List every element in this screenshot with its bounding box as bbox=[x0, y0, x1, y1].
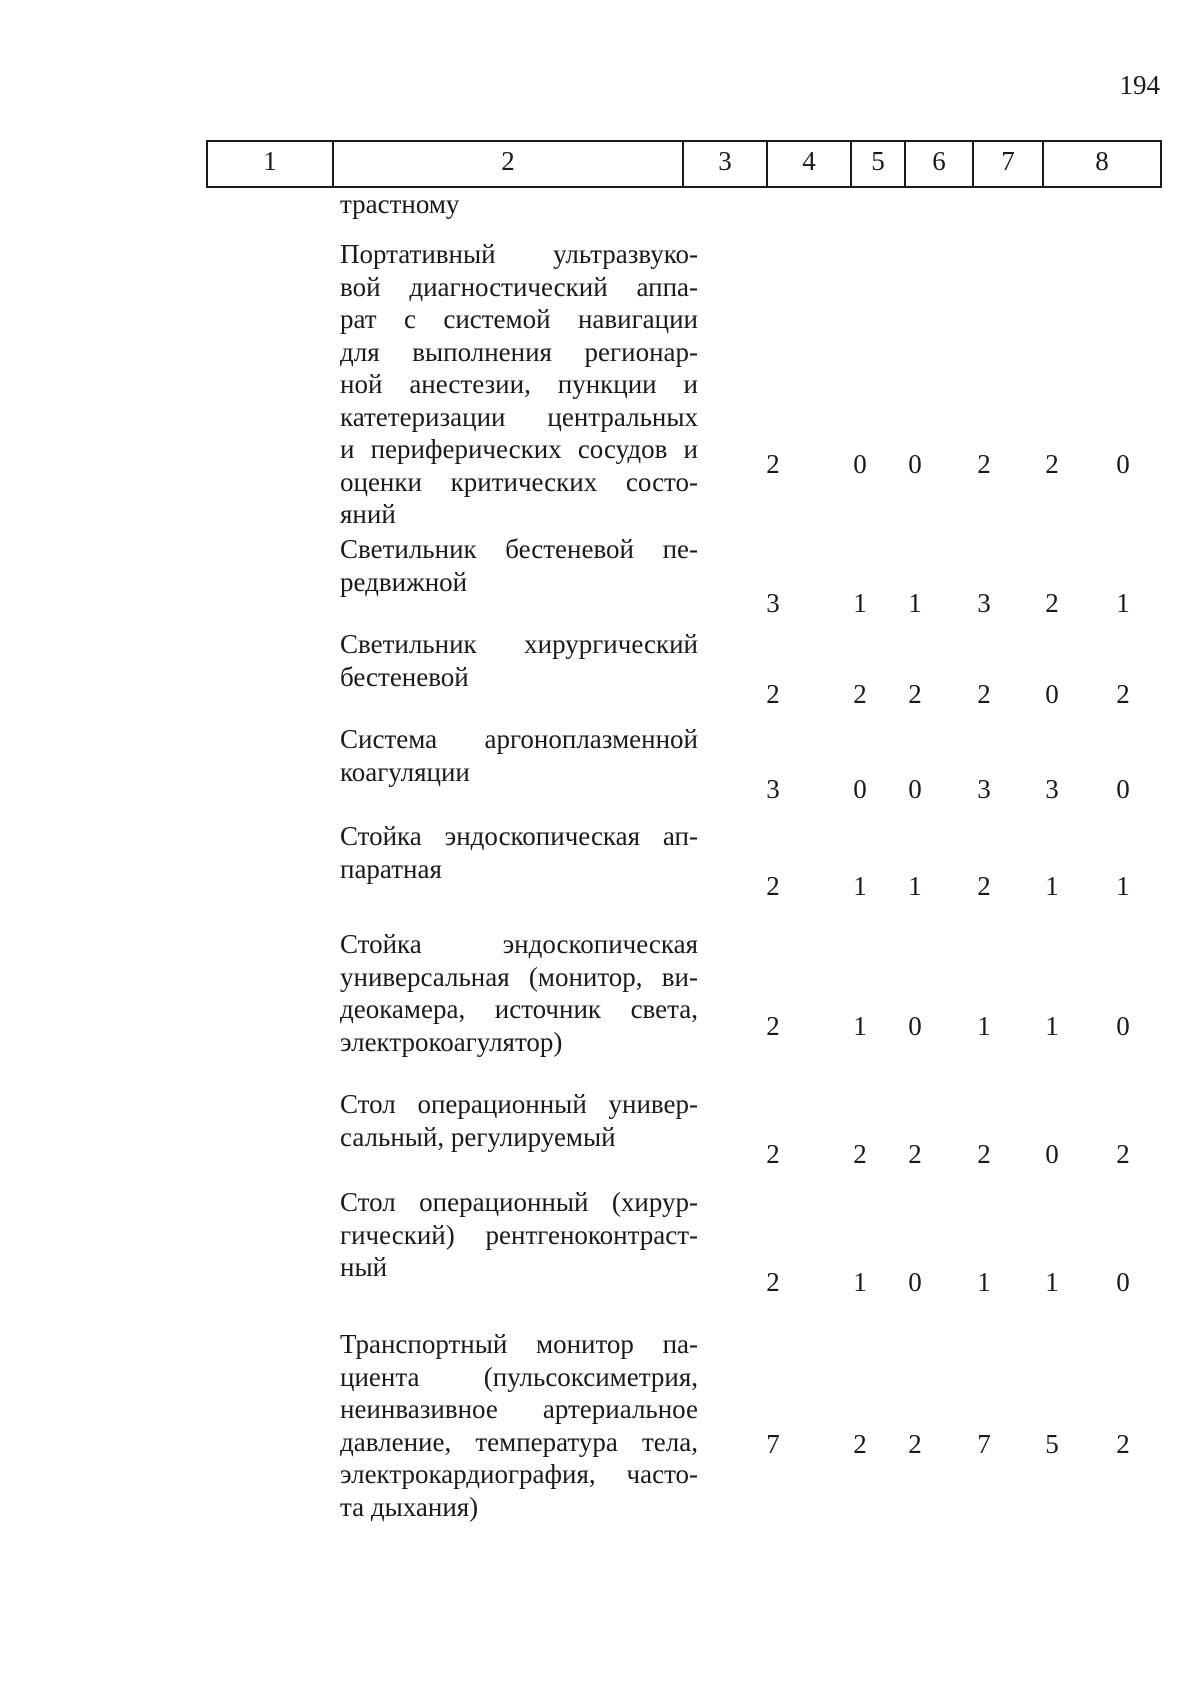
value-col-6: 7 bbox=[977, 1429, 991, 1459]
value-col-5: 2 bbox=[908, 1139, 922, 1169]
equipment-name-line: и периферических сосудов и bbox=[340, 434, 698, 464]
value-col-4: 1 bbox=[853, 871, 867, 901]
value-col-7: 2 bbox=[1045, 588, 1059, 618]
equipment-name bbox=[340, 820, 698, 885]
table-row bbox=[0, 723, 1200, 803]
equipment-name-line: электрокоагулятор) bbox=[340, 1026, 563, 1057]
equipment-name-line: коагуляции bbox=[340, 756, 470, 787]
value-col-7: 1 bbox=[1045, 1011, 1059, 1041]
value-col-6: 2 bbox=[977, 679, 991, 709]
equipment-name-line: давление, температура тела, bbox=[340, 1426, 698, 1457]
value-col-6: 2 bbox=[977, 1139, 991, 1169]
value-col-5: 2 bbox=[908, 679, 922, 709]
value-col-4: 0 bbox=[853, 774, 867, 804]
equipment-name-line: катетеризации центральных bbox=[340, 401, 698, 432]
equipment-name bbox=[340, 1186, 698, 1284]
equipment-name-line: Стойка эндоскопическая ап- bbox=[340, 821, 698, 851]
equipment-name bbox=[340, 533, 698, 598]
equipment-name-line: сальный, регулируемый bbox=[340, 1121, 616, 1152]
table-row bbox=[0, 1186, 1200, 1296]
equipment-name-line: циента (пульсоксиметрия, bbox=[340, 1361, 698, 1392]
value-col-7: 3 bbox=[1045, 774, 1059, 804]
value-col-6: 3 bbox=[977, 774, 991, 804]
equipment-name-line: Портативный ультразвуко- bbox=[340, 239, 698, 269]
value-col-8: 2 bbox=[1116, 679, 1130, 709]
value-col-8: 2 bbox=[1116, 1139, 1130, 1169]
header-col-4: 4 bbox=[766, 142, 850, 186]
equipment-name-line: яний bbox=[340, 499, 396, 529]
equipment-name-line: та дыхания) bbox=[340, 1491, 479, 1522]
header-col-8: 8 bbox=[1042, 142, 1160, 186]
value-col-7: 5 bbox=[1045, 1429, 1059, 1459]
equipment-name-line: Стойка эндоскопическая bbox=[340, 929, 698, 959]
value-col-7: 2 bbox=[1045, 449, 1059, 479]
value-col-3: 2 bbox=[766, 1011, 780, 1041]
value-col-4: 0 bbox=[853, 449, 867, 479]
value-col-4: 1 bbox=[853, 1267, 867, 1297]
value-col-3: 2 bbox=[766, 679, 780, 709]
value-col-6: 2 bbox=[977, 871, 991, 901]
equipment-name-line: паратная bbox=[340, 853, 442, 884]
table-row bbox=[0, 928, 1200, 1058]
value-col-5: 0 bbox=[908, 449, 922, 479]
value-col-6: 1 bbox=[977, 1011, 991, 1041]
equipment-name-line: Стол операционный универ- bbox=[340, 1089, 698, 1119]
value-col-4: 2 bbox=[853, 1429, 867, 1459]
value-col-6: 2 bbox=[977, 449, 991, 479]
value-col-4: 1 bbox=[853, 1011, 867, 1041]
header-col-3: 3 bbox=[682, 142, 766, 186]
value-col-5: 0 bbox=[908, 774, 922, 804]
value-col-5: 0 bbox=[908, 1267, 922, 1297]
equipment-name bbox=[340, 928, 698, 1058]
equipment-name-line: рат с системой навигации bbox=[340, 304, 698, 334]
value-col-7: 1 bbox=[1045, 871, 1059, 901]
header-col-2: 2 bbox=[332, 142, 682, 186]
table-row bbox=[0, 628, 1200, 708]
equipment-name bbox=[340, 1088, 698, 1153]
value-col-3: 3 bbox=[766, 588, 780, 618]
equipment-name-line: неинвазивное артериальное bbox=[340, 1394, 698, 1424]
header-col-7: 7 bbox=[972, 142, 1042, 186]
value-col-4: 1 bbox=[853, 588, 867, 618]
equipment-name bbox=[340, 723, 698, 788]
table-row bbox=[0, 238, 1200, 528]
value-col-5: 1 bbox=[908, 871, 922, 901]
value-col-7: 1 bbox=[1045, 1267, 1059, 1297]
value-col-7: 0 bbox=[1045, 1139, 1059, 1169]
equipment-name-line: Светильник хирургический bbox=[340, 629, 698, 659]
equipment-name-line: оценки критических состо- bbox=[340, 466, 698, 497]
equipment-name-line: универсальная (монитор, ви- bbox=[340, 961, 698, 992]
table-row bbox=[0, 820, 1200, 900]
column-number-header bbox=[206, 140, 1162, 188]
header-col-6: 6 bbox=[904, 142, 972, 186]
value-col-6: 1 bbox=[977, 1267, 991, 1297]
value-col-3: 2 bbox=[766, 1267, 780, 1297]
value-col-3: 2 bbox=[766, 449, 780, 479]
value-col-6: 3 bbox=[977, 588, 991, 618]
value-col-3: 2 bbox=[766, 1139, 780, 1169]
value-col-8: 0 bbox=[1116, 774, 1130, 804]
equipment-name-line: для выполнения регионар- bbox=[340, 336, 698, 367]
equipment-name bbox=[340, 1328, 698, 1523]
equipment-name-line: редвижной bbox=[340, 566, 468, 597]
equipment-name-line: ный bbox=[340, 1252, 388, 1282]
table-row bbox=[0, 1088, 1200, 1168]
value-col-3: 7 bbox=[766, 1429, 780, 1459]
equipment-name-line: деокамера, источник света, bbox=[340, 994, 698, 1024]
equipment-name-line: гический) рентгеноконтраст- bbox=[340, 1219, 698, 1250]
value-col-7: 0 bbox=[1045, 679, 1059, 709]
value-col-5: 2 bbox=[908, 1429, 922, 1459]
value-col-8: 0 bbox=[1116, 1267, 1130, 1297]
equipment-name bbox=[340, 238, 698, 531]
equipment-name-line: Транспортный монитор па- bbox=[340, 1329, 698, 1359]
equipment-name-line: трастному bbox=[340, 189, 460, 219]
equipment-name-line: Светильник бестеневой пе- bbox=[340, 534, 698, 564]
value-col-8: 0 bbox=[1116, 449, 1130, 479]
equipment-name-line: Система аргоноплазменной bbox=[340, 724, 698, 754]
value-col-3: 2 bbox=[766, 871, 780, 901]
value-col-3: 3 bbox=[766, 774, 780, 804]
equipment-name-line: бестеневой bbox=[340, 661, 469, 692]
value-col-4: 2 bbox=[853, 679, 867, 709]
equipment-name bbox=[340, 188, 698, 221]
equipment-name bbox=[340, 628, 698, 693]
header-col-1: 1 bbox=[263, 146, 277, 176]
equipment-name-line: электрокардиография, часто- bbox=[340, 1459, 698, 1489]
value-col-8: 2 bbox=[1116, 1429, 1130, 1459]
equipment-name-line: Стол операционный (хирур- bbox=[340, 1187, 698, 1217]
value-col-5: 0 bbox=[908, 1011, 922, 1041]
equipment-name-line: вой диагностический аппа- bbox=[340, 271, 698, 302]
value-col-8: 1 bbox=[1116, 871, 1130, 901]
value-col-8: 1 bbox=[1116, 588, 1130, 618]
table-row bbox=[0, 533, 1200, 618]
value-col-8: 0 bbox=[1116, 1011, 1130, 1041]
header-col-5: 5 bbox=[850, 142, 904, 186]
value-col-4: 2 bbox=[853, 1139, 867, 1169]
value-col-5: 1 bbox=[908, 588, 922, 618]
table-row bbox=[0, 188, 1200, 228]
equipment-name-line: ной анестезии, пункции и bbox=[340, 369, 698, 399]
page-number: 194 bbox=[1119, 70, 1160, 100]
table-row bbox=[0, 1328, 1200, 1528]
